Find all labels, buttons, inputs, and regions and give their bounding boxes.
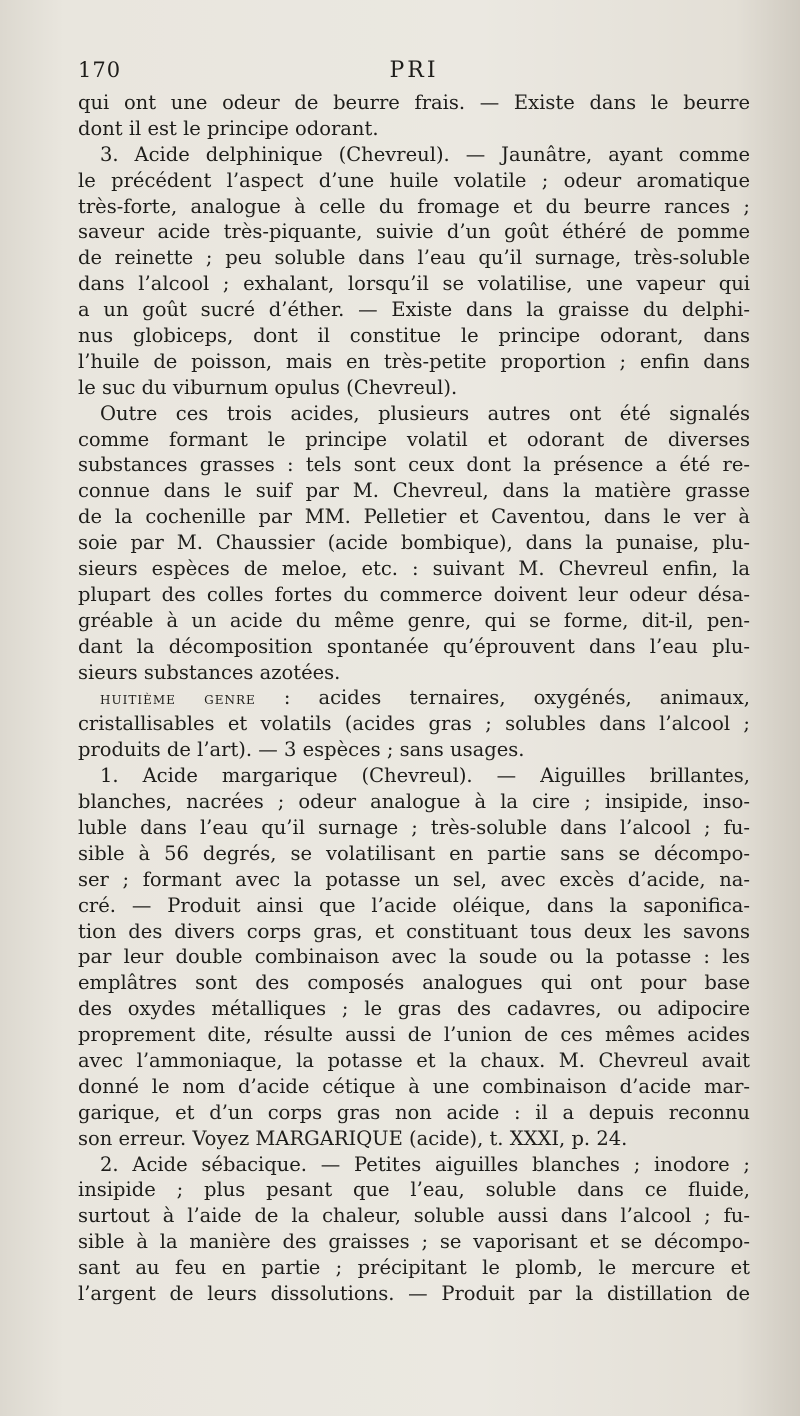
text-line: sible à la manière des graisses ; se vaporisant et se décompo- <box>78 1230 750 1254</box>
genre-heading: huitième genre <box>100 689 256 710</box>
page-header <box>78 58 750 88</box>
text-line: l’argent de leurs dissolutions. — Produit par la distillation de <box>78 1281 750 1305</box>
text-line: dans l’alcool ; exhalant, lorsqu’il se volatilise, une vapeur qui <box>78 272 750 296</box>
text-line: blanches, nacrées ; odeur analogue à la cire ; insipide, inso- <box>78 790 750 814</box>
text-line: produits de l’art). — 3 espèces ; sans usages. <box>78 738 525 762</box>
text-line: plupart des colles fortes du commerce doivent leur odeur désa- <box>78 582 750 606</box>
text-line: cristallisables et volatils (acides gras ; solubles dans l’alcool ; <box>78 712 750 736</box>
text-line: très-forte, analogue à celle du fromage et du beurre rances ; <box>78 194 750 218</box>
text-line: des oxydes métalliques ; le gras des cadavres, ou adipocire <box>78 997 750 1021</box>
text-line: sible à 56 degrés, se volatilisant en partie sans se décompo- <box>78 841 750 865</box>
text-line: luble dans l’eau qu’il surnage ; très-soluble dans l’alcool ; fu- <box>78 815 750 839</box>
text-line: 3. Acide delphinique (Chevreul). — Jaunâtre, ayant comme <box>100 142 750 166</box>
text-line: saveur acide très-piquante, suivie d’un goût éthéré de pomme <box>78 220 750 244</box>
text-line: donné le nom d’acide cétique à une combinaison d’acide mar- <box>78 1074 750 1098</box>
text-line: proprement dite, résulte aussi de l’union de ces mêmes acides <box>78 1023 750 1047</box>
text-line: ser ; formant avec la potasse un sel, avec excès d’acide, na- <box>78 867 750 891</box>
text-line: de la cochenille par MM. Pelletier et Caventou, dans le ver à <box>78 505 750 529</box>
text-line: sieurs substances azotées. <box>78 660 341 684</box>
running-head: PRI <box>389 58 439 83</box>
text-line: emplâtres sont des composés analogues qui ont pour base <box>78 971 750 995</box>
page-number: 170 <box>78 58 122 82</box>
text-line: de reinette ; peu soluble dans l’eau qu’il surnage, très-soluble <box>78 246 750 270</box>
text-line: nus globiceps, dont il constitue le principe odorant, dans <box>78 324 750 348</box>
text-line: par leur double combinaison avec la soude ou la potasse : les <box>78 945 750 969</box>
text-line: garique, et d’un corps gras non acide : il a depuis reconnu <box>78 1100 750 1124</box>
text-line: substances grasses : tels sont ceux dont la présence a été re- <box>78 453 750 477</box>
text-line: avec l’ammoniaque, la potasse et la chaux. M. Chevreul avait <box>78 1048 750 1072</box>
text-line: comme formant le principe volatil et odorant de diverses <box>78 427 750 451</box>
text-line: a un goût sucré d’éther. — Existe dans la graisse du delphi- <box>78 298 750 322</box>
text-line: sieurs espèces de meloe, etc. : suivant M. Chevreul enfin, la <box>78 557 750 581</box>
text-line: le suc du viburnum opulus (Chevreul). <box>78 375 458 399</box>
text-line: 1. Acide margarique (Chevreul). — Aiguilles brillantes, <box>100 764 750 788</box>
text-line: qui ont une odeur de beurre frais. — Existe dans le beurre <box>78 91 750 114</box>
text-line: son erreur. Voyez MARGARIQUE (acide), t. XXXI, p. 24. <box>78 1126 628 1150</box>
text-line: tion des divers corps gras, et constituant tous deux les savons <box>78 919 750 943</box>
text-line: 2. Acide sébacique. — Petites aiguilles blanches ; inodore ; <box>100 1152 750 1176</box>
text-line: insipide ; plus pesant que l’eau, soluble dans ce fluide, <box>78 1178 750 1202</box>
text-line: gréable à un acide du même genre, qui se forme, dit-il, pen- <box>78 608 750 632</box>
text-line: le précédent l’aspect d’une huile volatile ; odeur aromatique <box>78 168 750 192</box>
text-line: dont il est le principe odorant. <box>78 116 379 140</box>
text-line: surtout à l’aide de la chaleur, soluble aussi dans l’alcool ; fu- <box>78 1204 750 1228</box>
text-line: dant la décomposition spontanée qu’éprouvent dans l’eau plu- <box>78 634 750 658</box>
text-line: huitième genre : acides ternaires, oxygénés, animaux, <box>100 686 750 710</box>
text-line: soie par M. Chaussier (acide bombique), dans la punaise, plu- <box>78 531 750 555</box>
text-line: connue dans le suif par M. Chevreul, dans la matière grasse <box>78 479 750 503</box>
text-line: cré. — Produit ainsi que l’acide oléique, dans la saponifica- <box>78 893 750 917</box>
text-line: Outre ces trois acides, plusieurs autres ont été signalés <box>100 401 750 425</box>
text-line: l’huile de poisson, mais en très-petite proportion ; enfin dans <box>78 349 750 373</box>
body-text <box>78 90 750 1307</box>
text-line: sant au feu en partie ; précipitant le plomb, le mercure et <box>78 1256 750 1280</box>
